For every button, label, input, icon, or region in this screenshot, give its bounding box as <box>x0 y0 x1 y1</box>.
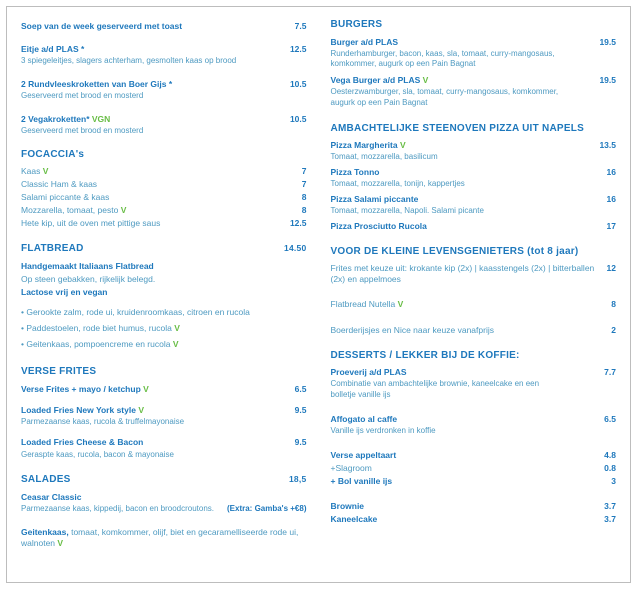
veg-marker: VGN <box>89 113 111 124</box>
item-desc: 3 spiegeleitjes, slagers achterham, gesmolten kaas op brood <box>21 56 237 66</box>
item-price: 3.7 <box>604 500 616 511</box>
section-heading-row <box>21 366 307 379</box>
item-desc-row <box>331 49 617 71</box>
menu-item <box>331 501 617 512</box>
item-price: 7.7 <box>604 367 616 378</box>
item-name: Pizza Margherita <box>330 140 398 151</box>
item-name: Classic Ham & kaas <box>21 179 98 190</box>
item-price: 16 <box>606 167 616 178</box>
item-desc: Runderhamburger, bacon, kaas, sla, tomaat, curry-mangosaus, komkommer, augurk op een Pain Bagnat <box>330 48 555 69</box>
veg-marker: V <box>140 383 149 394</box>
item-price: 8 <box>611 299 616 310</box>
item-text <box>331 37 600 48</box>
item-text <box>21 287 307 298</box>
item-text <box>331 501 605 512</box>
item-price: 12 <box>606 263 616 274</box>
menu-item <box>21 492 307 503</box>
veg-marker: V <box>170 339 179 350</box>
menu-section <box>21 44 307 67</box>
item-text <box>21 492 307 503</box>
item-desc: Tomaat, mozzarella, tonijn, kappertjes <box>330 179 465 189</box>
item-text <box>331 299 612 310</box>
menu-item <box>331 476 617 487</box>
section-heading-row <box>21 474 307 487</box>
item-price: 0.8 <box>604 462 616 473</box>
item-price: 8 <box>301 192 307 203</box>
item-text <box>21 323 307 334</box>
menu-section <box>21 114 307 137</box>
menu-item <box>331 194 617 205</box>
veg-marker: V <box>40 166 49 177</box>
section-heading: VERSE FRITES <box>21 366 97 378</box>
item-desc: Geserveerd met brood en mosterd <box>21 90 144 100</box>
item-name: Handgemaakt Italiaans Flatbread <box>21 260 154 271</box>
section-heading: VOOR DE KLEINE LEVENSGENIETERS (tot 8 jaar) <box>330 245 579 257</box>
menu-section <box>21 243 307 350</box>
item-desc: Vanille ijs verdronken in koffie <box>330 425 436 435</box>
item-name: Soep van de week geserveerd met toast <box>21 21 183 31</box>
item-desc-row <box>331 379 617 401</box>
item-desc-row <box>331 87 617 109</box>
item-desc: Geraspte kaas, rucola, bacon & mayonaise <box>21 449 174 459</box>
menu-column-right <box>331 19 617 525</box>
menu-section <box>331 246 617 336</box>
item-name: Loaded Fries Cheese & Bacon <box>21 437 144 448</box>
item-name: Vega Burger a/d PLAS <box>330 75 421 86</box>
menu-section <box>331 350 617 525</box>
item-price: 16 <box>606 193 616 204</box>
item-text <box>21 307 307 318</box>
menu-item <box>21 339 307 350</box>
section-heading: FLATBREAD <box>21 243 84 255</box>
item-name: Brownie <box>330 500 365 511</box>
item-price: 6.5 <box>294 383 307 394</box>
menu-item <box>21 44 307 55</box>
menu-item <box>331 367 617 378</box>
item-text <box>331 221 607 232</box>
item-text <box>331 476 612 487</box>
item-desc-row <box>21 504 307 515</box>
menu-section <box>331 19 617 109</box>
item-name: Pizza Prosciutto Rucola <box>330 220 427 231</box>
item-name: Verse Frites + mayo / ketchup <box>21 383 141 394</box>
menu-columns <box>21 19 616 549</box>
section-heading: BURGERS <box>330 19 383 30</box>
item-desc: Tomaat, mozzarella, basilicum <box>330 152 438 162</box>
item-name: + Bol vanille ijs <box>330 475 393 486</box>
item-text <box>331 263 607 285</box>
item-desc-row <box>21 126 307 137</box>
item-price: 3.7 <box>604 513 616 524</box>
item-price: 4.8 <box>604 449 616 460</box>
item-text <box>21 527 307 549</box>
item-price: 7 <box>301 179 307 190</box>
veg-marker: V <box>135 404 144 415</box>
item-name: Salami piccante & kaas <box>21 192 110 203</box>
item-desc-row <box>21 450 307 461</box>
menu-item <box>331 75 617 86</box>
item-text <box>21 437 295 448</box>
item-text <box>21 384 295 395</box>
veg-marker: V <box>395 299 404 310</box>
menu-item <box>21 307 307 318</box>
menu-section <box>21 474 307 548</box>
item-name: Eitje a/d PLAS * <box>21 44 85 55</box>
item-desc: Combinatie van ambachtelijke brownie, kaneelcake en een bolletje vanille ijs <box>330 379 540 399</box>
item-desc: Tomaat, mozzarella, Napoli. Salami picante <box>330 206 484 216</box>
veg-marker: V <box>118 205 127 216</box>
section-heading-row <box>21 149 307 162</box>
section-heading: FOCACCIA's <box>21 148 85 160</box>
menu-item <box>331 263 617 285</box>
item-price: 2 <box>611 324 616 335</box>
item-name: +Slagroom <box>330 462 372 473</box>
item-price: 9.5 <box>294 404 307 415</box>
menu-item <box>21 114 307 125</box>
item-desc: Parmezaanse kaas, kippedij, bacon en broodcroutons. <box>21 503 215 513</box>
item-name: Frites met keuze uit: krokante kip (2x) | kaasstengels (2x) | bitterballen (2x) en appelmoes <box>330 263 595 285</box>
menu-section <box>21 21 307 32</box>
item-price: 3 <box>611 475 616 486</box>
item-text <box>331 414 605 425</box>
menu-section <box>21 79 307 102</box>
item-desc-row <box>21 417 307 428</box>
section-heading: SALADES <box>21 474 71 486</box>
menu-item <box>21 218 307 229</box>
item-price: 13.5 <box>599 140 616 151</box>
item-name: Pizza Salami piccante <box>330 193 419 204</box>
item-inline-desc: tomaat, komkommer, olijf, biet en gecaramelliseerde rode ui, walnoten <box>21 526 299 548</box>
item-price: 19.5 <box>599 36 616 47</box>
menu-item <box>21 287 307 298</box>
menu-item <box>331 450 617 461</box>
item-text <box>21 205 302 216</box>
menu-item <box>21 192 307 203</box>
section-heading-row <box>331 19 617 32</box>
menu-item <box>21 261 307 272</box>
item-name: Kaneelcake <box>330 513 378 524</box>
item-price: 19.5 <box>599 75 616 86</box>
menu-item <box>21 166 307 177</box>
item-text <box>331 463 605 474</box>
item-name: 2 Vegakroketten* <box>21 113 90 124</box>
section-heading-row <box>331 246 617 259</box>
menu-item <box>21 384 307 395</box>
item-name: Affogato al caffe <box>330 413 398 424</box>
section-heading-row <box>331 350 617 363</box>
item-text <box>331 450 605 461</box>
item-desc: Parmezaanse kaas, rucola & truffelmayonaise <box>21 416 185 426</box>
item-desc-row <box>331 179 617 190</box>
item-text <box>21 166 302 177</box>
menu-item <box>21 21 307 32</box>
item-text <box>21 179 302 190</box>
item-name: Ceasar Classic <box>21 491 82 502</box>
menu-item <box>331 514 617 525</box>
item-name: Gerookte zalm, rode ui, kruidenroomkaas, citroen en rucola <box>26 306 250 317</box>
item-text <box>331 140 600 151</box>
item-name: Paddestoelen, rode biet humus, rucola <box>26 323 172 333</box>
menu-item <box>21 79 307 90</box>
menu-item <box>21 405 307 416</box>
item-name: Boerderijsjes en Nice naar keuze vanafprijs <box>330 324 494 335</box>
item-name: Loaded Fries New York style <box>21 404 136 415</box>
section-heading-row <box>21 243 307 256</box>
section-heading-row <box>331 123 617 136</box>
section-price: 14.50 <box>283 243 307 254</box>
item-desc: Oesterzwamburger, sla, tomaat, curry-mangosaus, komkommer, augurk op een Pain Bagnat <box>330 87 559 107</box>
item-price: 12.5 <box>289 44 307 55</box>
item-price: 10.5 <box>289 113 307 124</box>
item-text <box>21 21 295 32</box>
veg-marker: V <box>55 537 64 548</box>
menu-item <box>331 463 617 474</box>
item-name: Flatbread Nutella <box>330 299 396 310</box>
item-text <box>21 218 290 229</box>
menu-item <box>331 299 617 310</box>
item-desc-row <box>331 152 617 163</box>
menu-item <box>21 437 307 448</box>
item-text <box>331 75 600 86</box>
menu-item <box>21 179 307 190</box>
item-price: 7.5 <box>294 21 307 31</box>
menu-item <box>331 325 617 336</box>
item-name: Op steen gebakken, rijkelijk belegd. <box>21 273 156 284</box>
item-text <box>21 405 295 416</box>
item-price: 9.5 <box>294 437 307 448</box>
item-text <box>331 514 605 525</box>
item-price: 17 <box>606 220 616 231</box>
item-desc: Geserveerd met brood en mosterd <box>21 125 144 135</box>
item-name: Geitenkaas, pompoencreme en rucola <box>26 339 171 350</box>
veg-marker: V <box>397 140 406 151</box>
item-text <box>21 114 290 125</box>
item-name: Proeverij a/d PLAS <box>330 367 407 378</box>
menu-item <box>331 221 617 232</box>
item-name: Mozzarella, tomaat, pesto <box>21 205 119 216</box>
item-name: Geitenkaas, <box>21 526 69 537</box>
item-price: 7 <box>301 166 307 177</box>
item-text <box>331 325 612 336</box>
item-name: Kaas <box>21 166 41 177</box>
item-name: Verse appeltaart <box>330 449 397 460</box>
item-text <box>21 261 307 272</box>
item-desc-row <box>331 426 617 437</box>
item-text <box>331 167 607 178</box>
menu-column-left <box>21 19 307 549</box>
item-price: 8 <box>301 205 307 216</box>
menu-item <box>331 140 617 151</box>
item-name: Lactose vrij en vegan <box>21 286 108 297</box>
menu-item <box>21 323 307 334</box>
item-extra: (Extra: Gamba's +€8) <box>227 503 307 513</box>
section-price: 18,5 <box>288 474 307 485</box>
item-name: Pizza Tonno <box>330 167 380 178</box>
section-heading: AMBACHTELIJKE STEENOVEN PIZZA UIT NAPELS <box>330 122 585 134</box>
item-text <box>21 274 307 285</box>
menu-page <box>6 6 631 583</box>
item-name: 2 Rundvleeskroketten van Boer Gijs * <box>21 78 173 89</box>
item-desc-row <box>21 56 307 67</box>
item-text <box>21 44 290 55</box>
menu-item <box>21 527 307 549</box>
menu-item <box>21 205 307 216</box>
item-name: Hete kip, uit de oven met pittige saus <box>21 218 161 229</box>
menu-item <box>331 167 617 178</box>
veg-marker: V <box>171 323 180 333</box>
item-price: 6.5 <box>604 413 616 424</box>
section-heading: DESSERTS / LEKKER BIJ DE KOFFIE: <box>330 349 520 361</box>
item-price: 12.5 <box>289 218 307 229</box>
menu-item <box>331 37 617 48</box>
item-text <box>21 79 290 90</box>
item-name: Burger a/d PLAS <box>330 36 399 47</box>
item-desc-row <box>331 206 617 217</box>
item-desc-row <box>21 91 307 102</box>
menu-section <box>21 366 307 460</box>
menu-section <box>21 149 307 230</box>
menu-item <box>331 414 617 425</box>
item-text <box>331 367 605 378</box>
item-text <box>331 194 607 205</box>
menu-item <box>21 274 307 285</box>
veg-marker: V <box>420 75 429 86</box>
item-price: 10.5 <box>289 78 307 89</box>
item-text <box>21 339 307 350</box>
menu-section <box>331 123 617 232</box>
item-text <box>21 192 302 203</box>
